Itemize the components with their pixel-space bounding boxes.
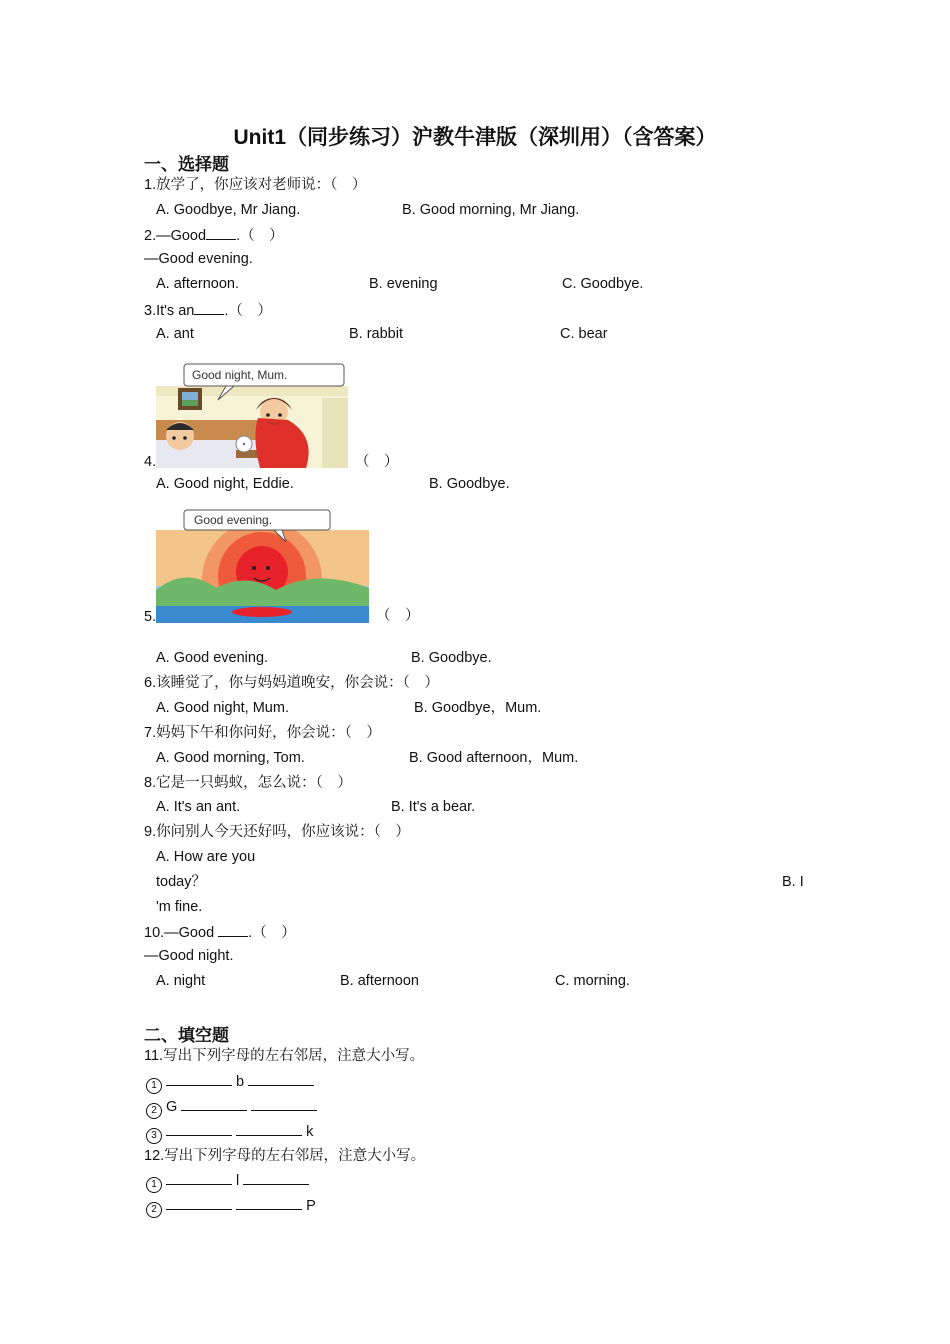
question-3-stem: [144, 300, 272, 321]
answer-blank[interactable]: [236, 1195, 302, 1210]
question-3-option-a: A. ant: [156, 326, 194, 342]
given-letter: P: [306, 1198, 316, 1214]
question-6-stem: 6.该睡觉了，你与妈妈道晚安，你会说：（ ）: [144, 675, 439, 691]
question-9-option-b-line2: 'm fine.: [156, 899, 203, 915]
question-10-stem-pre: 10.—Good: [144, 925, 219, 941]
question-5-answer-paren: （ ）: [376, 608, 420, 624]
section-heading-choice: 一、选择题: [144, 155, 229, 174]
answer-blank[interactable]: [166, 1170, 232, 1185]
question-1-option-a: A. Goodbye, Mr Jiang.: [156, 202, 301, 218]
answer-blank[interactable]: [243, 1170, 309, 1185]
question-10-stem-post: .（ ）: [248, 925, 296, 941]
answer-blank[interactable]: [166, 1195, 232, 1210]
speech-bubble-text: Good night, Mum.: [192, 368, 288, 382]
question-1-stem: 1.放学了，你应该对老师说：（ ）: [144, 177, 367, 193]
question-10-option-b: B. afternoon: [340, 973, 419, 989]
answer-blank[interactable]: [194, 300, 224, 315]
question-5-option-a: A. Good evening.: [156, 650, 269, 666]
question-10-option-a: A. night: [156, 973, 206, 989]
question-10-option-c: C. morning.: [555, 973, 630, 989]
answer-blank[interactable]: [206, 225, 236, 240]
circled-number: 2: [146, 1202, 162, 1218]
question-2-option-a: A. afternoon.: [156, 276, 240, 292]
circled-number: 3: [146, 1128, 162, 1144]
question-2-stem-pre: 2.—Good: [144, 228, 207, 244]
given-letter: G: [166, 1099, 178, 1115]
answer-blank[interactable]: [166, 1071, 232, 1086]
question-11-row-3: [146, 1121, 313, 1144]
question-7-option-b: B. Good afternoon，Mum.: [409, 750, 579, 766]
given-letter: l: [236, 1173, 240, 1189]
question-2-stem: [144, 225, 284, 246]
section-heading-fill-in: 二、填空题: [144, 1026, 229, 1045]
question-4-answer-paren: （ ）: [355, 454, 399, 470]
question-11-stem: 11.写出下列字母的左右邻居，注意大小写。: [144, 1048, 425, 1064]
bedtime-illustration: [156, 358, 348, 468]
question-10-stem: [144, 922, 296, 943]
answer-blank[interactable]: [181, 1096, 247, 1111]
question-12-row-2: [146, 1195, 316, 1218]
answer-blank[interactable]: [166, 1121, 232, 1136]
question-2-stem-post: .（ ）: [236, 228, 284, 244]
answer-blank[interactable]: [218, 922, 248, 937]
question-3-option-b: B. rabbit: [349, 326, 403, 342]
question-8-option-b: B. It's a bear.: [391, 799, 476, 815]
question-6-option-a: A. Good night, Mum.: [156, 700, 289, 716]
answer-blank[interactable]: [236, 1121, 302, 1136]
question-11-row-2: [146, 1096, 317, 1119]
question-12-stem: 12.写出下列字母的左右邻居，注意大小写。: [144, 1148, 426, 1164]
circled-number: 2: [146, 1103, 162, 1119]
question-7-stem: 7.妈妈下午和你问好，你会说：（ ）: [144, 725, 381, 741]
question-3-stem-post: .（ ）: [224, 303, 272, 319]
question-7-option-a: A. Good morning, Tom.: [156, 750, 305, 766]
question-3-stem-pre: 3.It's an: [144, 303, 195, 319]
circled-number: 1: [146, 1078, 162, 1094]
question-4-option-a: A. Good night, Eddie.: [156, 476, 294, 492]
question-9-option-b-line1: B. I: [782, 874, 804, 890]
question-9-option-a-line2: today？: [156, 874, 206, 890]
question-1-option-b: B. Good morning, Mr Jiang.: [402, 202, 580, 218]
question-2-dialogue: —Good evening.: [144, 251, 253, 267]
question-10-dialogue: —Good night.: [144, 948, 234, 964]
answer-blank[interactable]: [251, 1096, 317, 1111]
question-9-stem: 9.你问别人今天还好吗，你应该说：（ ）: [144, 824, 410, 840]
question-8-stem: 8.它是一只蚂蚁，怎么说：（ ）: [144, 775, 352, 791]
question-12-row-1: [146, 1170, 309, 1193]
question-5-number: 5.: [144, 609, 157, 625]
question-5-option-b: B. Goodbye.: [411, 650, 492, 666]
question-3-option-c: C. bear: [560, 326, 608, 342]
given-letter: k: [306, 1124, 314, 1140]
question-2-option-b: B. evening: [369, 276, 438, 292]
question-8-option-a: A. It's an ant.: [156, 799, 241, 815]
question-9-option-a-line1: A. How are you: [156, 849, 256, 865]
answer-blank[interactable]: [248, 1071, 314, 1086]
page-title: Unit1（同步练习）沪教牛津版（深圳用）（含答案）: [233, 126, 717, 149]
sunset-illustration: [156, 506, 369, 623]
circled-number: 1: [146, 1177, 162, 1193]
given-letter: b: [236, 1074, 245, 1090]
question-2-option-c: C. Goodbye.: [562, 276, 644, 292]
question-4-option-b: B. Goodbye.: [429, 476, 510, 492]
question-11-row-1: [146, 1071, 314, 1094]
question-6-option-b: B. Goodbye，Mum.: [414, 700, 542, 716]
question-4-number: 4.: [144, 454, 157, 470]
speech-bubble-text: Good evening.: [194, 513, 273, 527]
